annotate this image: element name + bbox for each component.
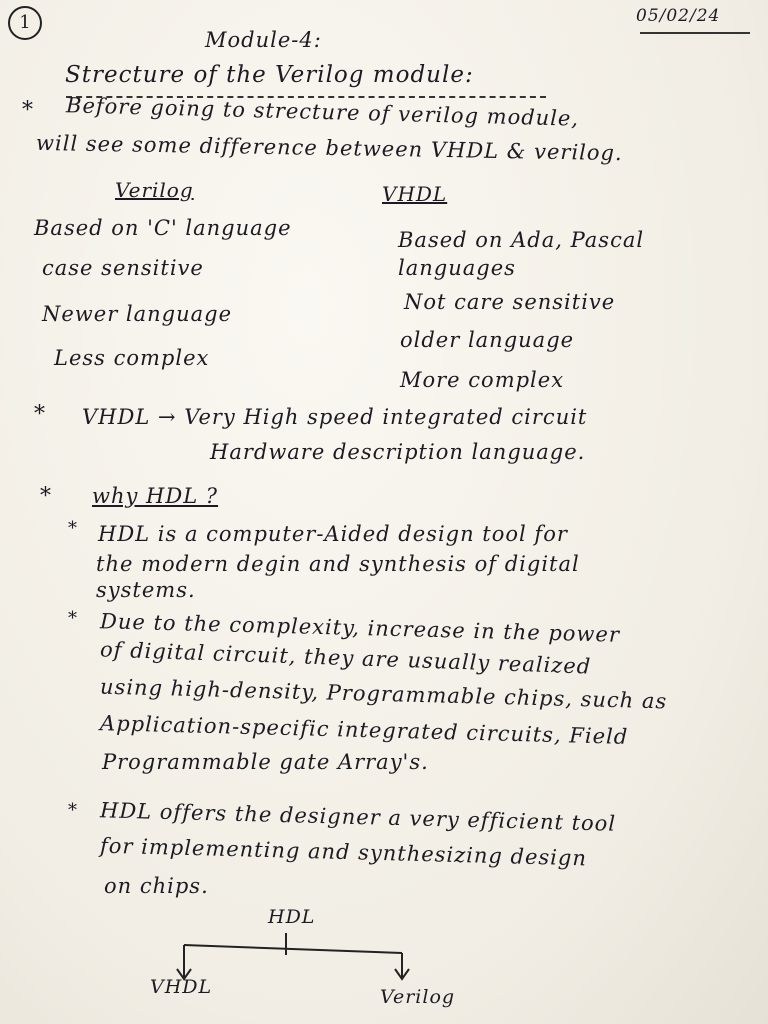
diagram-child-verilog: Verilog: [380, 986, 456, 1008]
point-1-line-1: HDL is a computer-Aided design tool for: [98, 522, 568, 546]
point-3-line-2: for implementing and synthesizing design: [99, 833, 588, 871]
date-underline: [640, 32, 750, 34]
module-heading: Module-4:: [205, 28, 322, 52]
point-2-line-1: Due to the complexity, increase in the power: [99, 609, 621, 647]
point-1-line-2: the modern degin and synthesis of digital: [96, 552, 580, 576]
intro-line-1: Before going to strecture of verilog module,: [65, 93, 580, 131]
vhdl-point: languages: [398, 256, 516, 280]
column-header-verilog: Verilog: [115, 178, 194, 202]
verilog-point: case sensitive: [42, 256, 204, 280]
page-title: Strecture of the Verilog module:: [65, 62, 474, 88]
diagram-child-vhdl: VHDL: [150, 976, 213, 998]
bullet-star: *: [34, 402, 45, 427]
column-header-vhdl: VHDL: [382, 182, 448, 206]
vhdl-expansion-line-2: Hardware description language.: [210, 440, 586, 464]
verilog-point: Less complex: [54, 346, 210, 370]
bullet-star: *: [68, 518, 77, 539]
vhdl-point: Based on Ada, Pascal: [398, 228, 645, 252]
point-3-line-3: on chips.: [104, 874, 209, 898]
point-3-line-1: HDL offers the designer a very efficient tool: [99, 798, 617, 836]
vhdl-point: older language: [400, 328, 575, 352]
verilog-point: Based on 'C' language: [34, 216, 292, 240]
point-2-line-5: Programmable gate Array's.: [102, 750, 429, 774]
vhdl-expansion-line-1: VHDL → Very High speed integrated circuit: [82, 405, 588, 429]
vhdl-point: More complex: [400, 368, 565, 392]
page-number: 1: [8, 6, 42, 40]
intro-line-2: will see some difference between VHDL & verilog.: [35, 130, 623, 166]
point-2-line-4: Application-specific integrated circuits, Field: [99, 711, 629, 749]
point-1-line-3: systems.: [96, 578, 196, 602]
bullet-star: *: [22, 98, 33, 123]
diagram-root-hdl: HDL: [268, 906, 316, 928]
bullet-star: *: [40, 484, 51, 509]
date: 05/02/24: [636, 6, 721, 26]
bullet-star: *: [68, 800, 77, 821]
point-2-line-3: using high-density, Programmable chips, such as: [99, 674, 668, 714]
point-2-line-2: of digital circuit, they are usually realized: [99, 637, 592, 679]
why-hdl-heading: why HDL ?: [92, 484, 219, 508]
verilog-point: Newer language: [42, 302, 233, 326]
bullet-star: *: [68, 608, 77, 629]
vhdl-point: Not care sensitive: [404, 290, 616, 314]
